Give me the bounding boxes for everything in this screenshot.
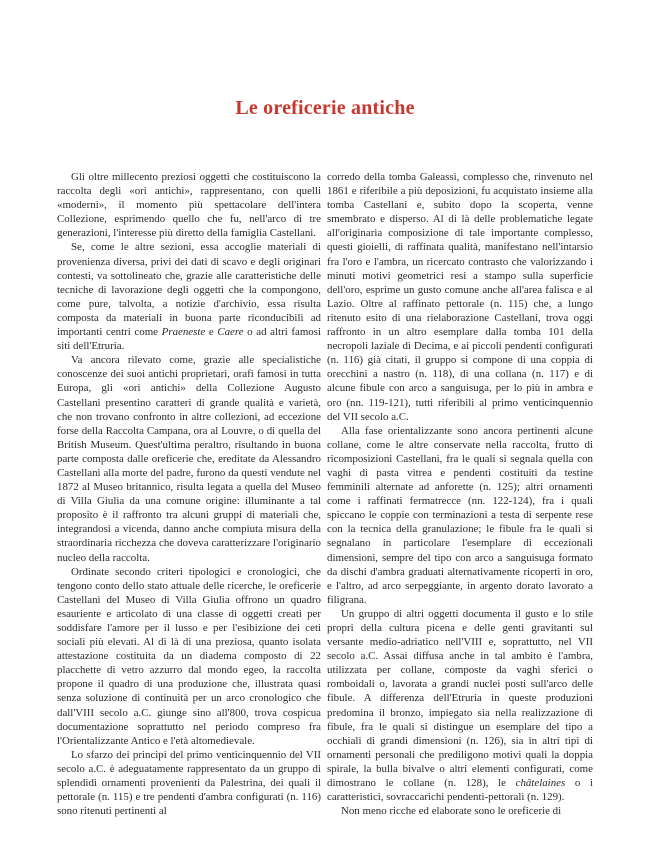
- paragraph-text: Lo sfarzo dei principi del primo venticinquennio del VII secolo a.C. è adeguatamente rappresentato da un gruppo di splendidi ornamenti provenienti da Palestrina, dei quali il pettorale (n. 115) e tre pendenti d'ambra configurati (n. 116) sono ritenuti pertinenti al: [57, 748, 321, 818]
- paragraph-text: Un gruppo di altri oggetti documenta il gusto e lo stile propri della cultura picena e delle genti gravitanti sul versante medio-adriatico nell'VIII e, soprattutto, nel VII secolo a.C. Assai diffusa anche in tal ambito è l'ambra, utilizzata per collane, composte da vaghi sferici o romboidali o, lavorata a grandi nuclei posti sull'arco delle fibule. A differenza dell'Etruria in queste produzioni predomina il bronzo, impiegato sia nella realizzazione di fibule, fra le quali si distingue un esemplare del tipo a occhiali di grandi dimensioni (n. 126), sia in altri tipi di ornamenti personali che prediligono motivi quali la doppia spirale, la bulla bivalve o altri elementi configurati, come dimostrano le collane (n. 128), le: [327, 607, 593, 790]
- text-column-left: [57, 170, 321, 818]
- paragraph: [57, 565, 321, 748]
- text-column-right: [327, 170, 593, 818]
- paragraph-text: o i caratteristici, sovraccarichi pendenti-pettorali (n. 129).: [327, 777, 594, 804]
- italic-text: châtelaines: [515, 777, 566, 790]
- paragraph-text: corredo della tomba Galeassi, complesso che, rinvenuto nel 1861 e riferibile a più deposizioni, fu acquistato insieme alla tomba Castellani e, subito dopo la scoperta, venne smembrato e disperso. Al di là delle problematiche legate all'originaria composizione di tale importante complesso, questi gioielli, di raffinata qualità, manifestano nell'intarsio fra l'oro e l'ambra, un ricercato contrasto che valorizzando i minuti motivi geometrici resi a stampo sulla superficie dell'oro, esprime un gusto comune anche all'area falisca e al Lazio. Oltre al raffinato pettorale (n. 115) che, a lungo ritenuto esito di una rielaborazione Castellani, trova oggi raffronto in un altro esemplare dalla tomba 101 della necropoli laziale di Decima, e ai piccoli pendenti configurati (n. 116) già citati, il gruppo si compone di una coppia di orecchini a nastro (n. 118), di una collana (n. 117) e di alcune fibule con arco a sanguisuga, per lo più in ambra e oro (nn. 119-121), tutti riferibili al primo venticinquennio del VII secolo a.C.: [327, 171, 593, 423]
- paragraph-text: Non meno ricche ed elaborate sono le oreficerie di: [341, 805, 562, 818]
- paragraph: [327, 607, 593, 804]
- italic-text: Praeneste: [161, 326, 206, 339]
- paragraph: [327, 424, 593, 607]
- paragraph-text: Alla fase orientalizzante sono ancora pertinenti alcune collane, come le altre conservate nella raccolta, frutto di ricomposizioni Castellani, fra le quali si segnala quella con vaghi di pasta vitrea e pendenti costituiti da testine femminili alternate ad anforette (n. 125); altri ornamenti come i raffinati fermatrecce (nn. 122-124), fra i quali spiccano le coppie con terminazioni a testa di serpente rese con la tecnica della granulazione; le fibule fra le quali si segnalano in particolare l'esemplare di eccezionali dimensioni, sempre del tipo con arco a sanguisuga formato da dischi d'ambra graduati alternativamente ricoperti in oro, e l'altro, ad arco serpeggiante, in argento dorato lavorato a filigrana.: [327, 424, 593, 606]
- paragraph-text: Ordinate secondo criteri tipologici e cronologici, che tengono conto dello stato attuale delle ricerche, le oreficerie Castellani del Museo di Villa Giulia offrono un quadro esauriente e articolato di una classe di oggetti creati per soddisfare l'amore per il lusso e per l'esibizione dei ceti sociali più elevati. Al di là di una preziosa, quanto isolata attestazione costituita da un diadema composto di 22 placchette di vetro azzurro dal mondo egeo, la raccolta propone il quadro di una produzione che, illustrata quasi senza soluzione di continuità per un arco cronologico che dall'VIII secolo a.C. giunge sino all'800, trova cospicua documentazione soprattutto nel periodo compreso fra l'Orientalizzante Antico e l'età altomedievale.: [57, 565, 321, 747]
- paragraph-text: Se, come le altre sezioni, essa accoglie materiali di provenienza diversa, privi dei dati di scavo e degli originari contesti, va sottolineato che, grazie alle caratteristiche delle tecniche di lavorazione degli oggetti che la compongono, come pure, talvolta, a notizie d'archivio, essa risulta composta da materiali in buona parte riconducibili ad importanti centri come: [57, 241, 321, 339]
- italic-text: Caere: [217, 326, 244, 339]
- paragraph: [57, 748, 321, 818]
- paragraph: [57, 170, 321, 240]
- paragraph: [327, 804, 593, 818]
- paragraph: [57, 240, 321, 353]
- paragraph-text: e: [205, 326, 218, 339]
- paragraph-text: o ad altri famosi siti dell'Etruria.: [57, 326, 322, 353]
- paragraph: [327, 170, 593, 424]
- paragraph: [57, 353, 321, 564]
- page-title: Le oreficerie antiche: [235, 97, 415, 120]
- paragraph-text: Gli oltre millecento preziosi oggetti che costituiscono la raccolta degli «ori antichi», rappresentano, con quelli «moderni», il momento più spettacolare dell'intera Collezione, esprimendo quello che fu, nell'arco di tre generazioni, l'interesse più diretto della famiglia Castellani.: [57, 171, 321, 240]
- paragraph-text: Va ancora rilevato come, grazie alle specialistiche conoscenze dei suoi antichi proprietari, orafi famosi in tutta Europa, gli «ori antichi» della Collezione Augusto Castellani presentino caratteri di grande qualità e varietà, che non trovano confronto in altre collezioni, ad eccezione forse della Raccolta Campana, ora al Louvre, o di quella del British Museum. Quest'ultima peraltro, risultando in buona parte composta dalle oreficerie che, ereditate da Alessandro Castellani alla morte del padre, furono da questi vendute nel 1872 al Museo britannico, risulta legata a quella del Museo di Villa Giulia da una comune origine: illuminante a tal proposito è il raffronto tra alcuni gruppi di materiali che, integrandosi a vicenda, danno anche compiuta misura della straordinaria ricchezza che doveva caratterizzare l'originario nucleo della raccolta.: [57, 354, 321, 564]
